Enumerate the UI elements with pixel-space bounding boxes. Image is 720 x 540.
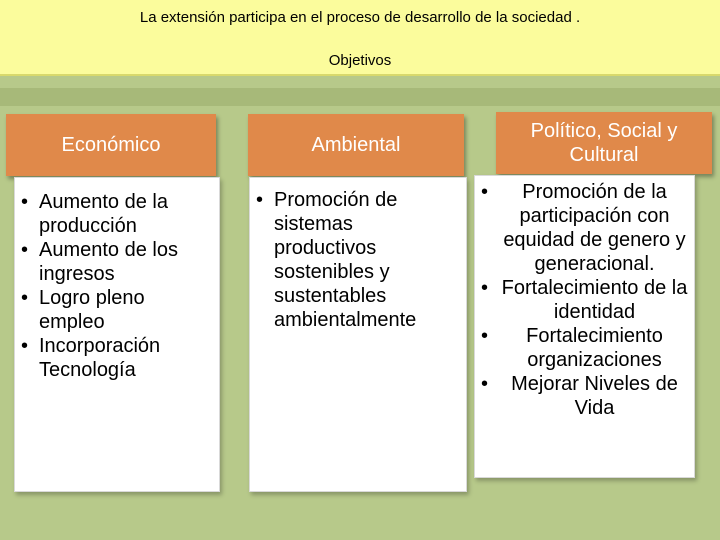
list-item: • Logro pleno empleo bbox=[15, 286, 213, 334]
divider-band bbox=[0, 88, 720, 106]
list-item: • Fortalecimiento de la identidad bbox=[475, 276, 690, 324]
column-header-economico bbox=[6, 114, 216, 176]
column-list bbox=[15, 190, 219, 382]
column-list bbox=[250, 188, 466, 332]
column-header-politico bbox=[496, 112, 712, 174]
column-title: Económico bbox=[61, 134, 161, 156]
column-box-ambiental bbox=[249, 177, 467, 492]
column-header-ambiental bbox=[248, 114, 464, 176]
list-item: • Aumento de los ingresos bbox=[15, 238, 213, 286]
list-item: • Aumento de la producción bbox=[15, 190, 213, 238]
page-title: La extensión participa en el proceso de desarrollo de la sociedad . bbox=[139, 9, 581, 26]
list-item: • Incorporación Tecnología bbox=[15, 334, 213, 382]
column-title: Político, Social y Cultural bbox=[530, 120, 678, 166]
column-list bbox=[475, 180, 694, 420]
column-title: Ambiental bbox=[311, 134, 401, 156]
list-item: • Promoción de sistemas productivos sostenibles y sustentables ambientalmente bbox=[250, 188, 460, 332]
list-item: • Mejorar Niveles de Vida bbox=[475, 372, 690, 420]
column-box-politico bbox=[474, 175, 695, 478]
list-item: • Promoción de la participación con equidad de genero y generacional. bbox=[475, 180, 690, 276]
list-item: • Fortalecimiento organizaciones bbox=[475, 324, 690, 372]
column-box-economico bbox=[14, 177, 220, 492]
objectives-label: Objetivos bbox=[328, 52, 392, 69]
